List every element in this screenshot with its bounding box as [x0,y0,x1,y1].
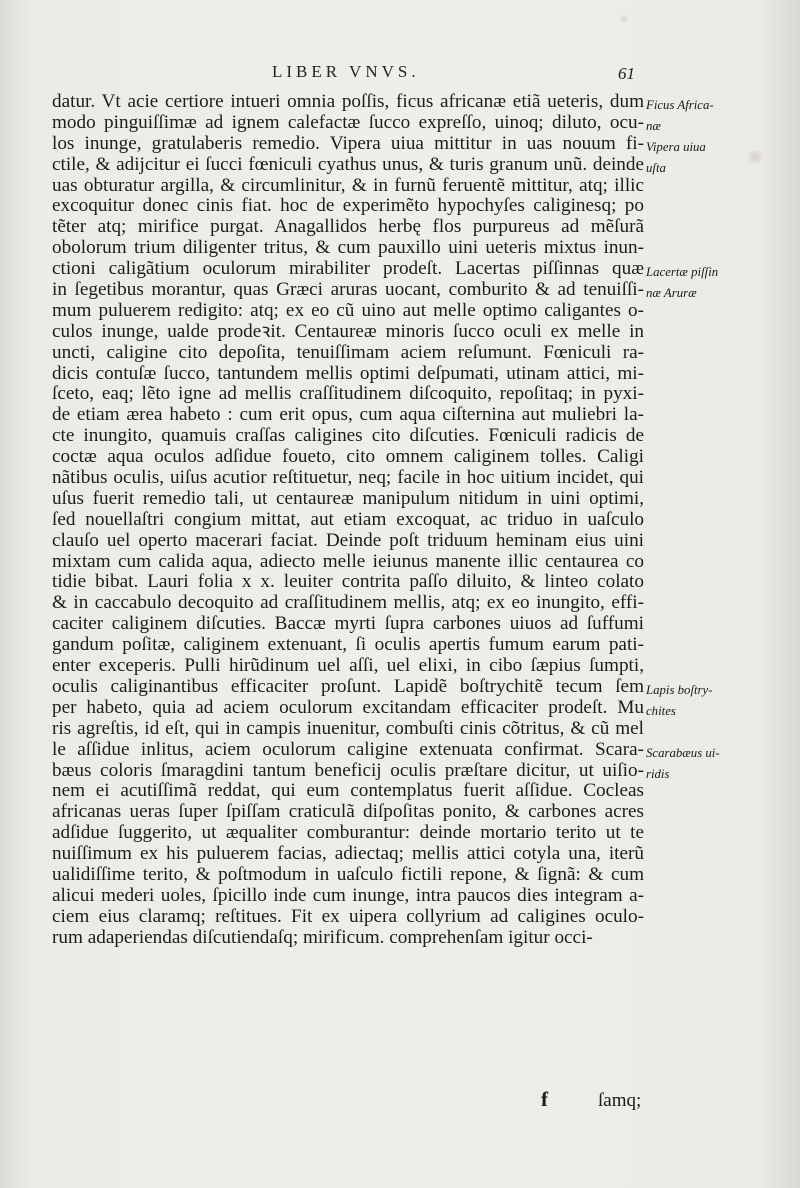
text-line: adſidue ſuggerito, ut æqualiter comburantur: deinde mortario terito ut te [52,823,644,844]
text-line: obolorum trium diligenter tritus, & cum pauxillo uini ueteris mixtus inun- [52,238,644,259]
text-line: bæus coloris ſmaragdini tantum beneficij oculis præſtare dicitur, ut uiſio- [52,760,644,781]
text-line: alicui mederi uoles, ſpicillo inde cum inunge, intra paucos dies integram a- [52,885,644,906]
margin-note: næ Aruræ [646,286,697,301]
margin-note: Scarabæus ui- [646,745,720,760]
text-line: modo pinguiſſimæ ad ignem calefactæ ſucco expreſſo, uinoq; diluto, ocu- [52,112,644,133]
folio-number: 61 [618,64,635,83]
text-line: rum adaperiendas diſcutiendaſq; mirificum. comprehenſam igitur occi- [52,927,593,948]
text-line: dicis contuſæ ſucco, tantundem mellis optimi deſpumati, utinam attici, mi- [52,363,644,384]
text-line: uas obturatur argilla, & circumlinitur, & in furnũ feruentẽ mittitur, atq; illic [52,175,644,196]
text-line: mum puluerem redigito: atq; ex eo cũ uino aut melle optimo caligantes o- [52,300,644,321]
catchword: ſamq; [598,1090,642,1111]
signature-mark: f [541,1087,548,1111]
text-line: ctioni caligãtium oculorum mirabiliter prodeſt. Lacertas piſſinnas quæ [52,259,644,280]
margin-note: Vipera uiua [646,139,706,154]
text-line: caciter caliginem diſcuties. Baccæ myrti ſupra carbones uiuos ad ſuffumi [52,614,644,635]
text-line: oculis caliginantibus efficaciter proſunt. Lapidẽ boſtrychitẽ tecum ſem [52,676,644,697]
text-line: uſus fuerit remedio tali, ut centaureæ manipulum nitidum in uini optimi, [52,488,644,509]
text-line: nem ei acutiſſimã reddat, qui eum contemplatus fuerit aſſidue. Cocleas [52,781,644,802]
text-line: ualidiſſime terito, & poſtmodum in uaſculo fictili repone, & ſignã: & cum [52,864,644,885]
margin-note: ridis [646,766,670,781]
text-line: culos inunge, ualde prodeꝛit. Centaureæ minoris ſucco oculi ex melle in [52,321,644,342]
running-head: LIBER VNVS. [272,62,420,81]
text-line: datur. Vt acie certiore intueri omnia poſſis, ficus africanæ etiã ueteris, dum [52,92,644,112]
text-line: nuiſſimum ex his puluerem facias, adiectaq; mellis attici cotyla una, iterũ [52,844,644,865]
text-line: coctæ aqua oculos adſidue foueto, cito omnem caliginem tolles. Caligi [52,447,644,468]
margin-note: Ficus Africa- [646,98,714,112]
text-line: ctile, & adijcitur ei ſucci fœniculi cyathus unus, & turis granum unũ. deinde [52,154,644,175]
text-line: de etiam ærea habeto : cum erit opus, cum aqua ciſternina aut muliebri la- [52,405,644,426]
margin-note: Lapis boſtry- [646,683,713,698]
text-line: clauſo uel operto macerari faciat. Deinde poſt triduum heminam eius uini [52,530,644,551]
main-text-block [52,92,644,949]
text-line: ſceto, eaq; lẽto igne ad mellis craſſitudinem diſcoquito, repoſitaq; in pyxi- [52,384,644,405]
margin-note: uſta [646,160,666,175]
text-line: mixtam cum calida aqua, adiecto melle ieiunus manente illic centaurea co [52,551,644,572]
text-line: los inunge, gratulaberis remedio. Vipera uiua mittitur in uas nouum fi- [52,133,644,154]
margin-note: Lacertæ piſſin [646,265,719,280]
text-line: ris agreſtis, id eſt, qui in campis inuenitur, combuſti cinis cõtritus, & cũ mel [52,718,644,739]
text-line: uncti, caligine cito depoſita, tenuiſſimam aciem reſumunt. Fœniculi ra- [52,342,644,363]
text-line: enter exceperis. Pulli hirũdinum uel aſſi, uel elixi, in cibo ſæpius ſumpti, [52,656,644,677]
ink-speck [620,15,628,23]
text-line: ſed nouellaſtri congium mittat, aut etiam excoquat, ac triduo in uaſculo [52,509,644,530]
margin-note: chites [646,704,676,719]
text-line: africanas ueras ſuper ſpiſſam craticulã diſpoſitas ponito, & carbones acres [52,802,644,823]
text-line: per habeto, quia ad aciem oculorum excitandam efficaciter prodeſt. Mu [52,697,644,718]
text-line: nãtibus oculis, uiſus acutior reſtituetur, neq; facile in hoc uitium incidet, qui [52,468,644,489]
margin-note: næ [646,118,661,133]
text-line: excoquitur donec cinis fiat. hoc de experimẽto hypochyſes caliginesq; po [52,196,644,217]
text-line: tẽter atq; mirifice purgat. Anagallidos herbę flos purpureus ad mẽſurã [52,217,644,238]
text-line: in ſegetibus morantur, quas Græci aruras uocant, comburito & ad tenuiſſi- [52,280,644,301]
ink-speck [748,150,762,164]
text-line: ciem eius claramq; reſtitues. Fit ex uipera collyrium ad caligines oculo- [52,906,644,927]
text-line: & in caccabulo decoquito ad craſſitudinem mellis, atq; ex eo inungito, effi- [52,593,644,614]
text-line: gandum poſitæ, caliginem extenuant, ſi oculis apertis fumum earum pati- [52,635,644,656]
text-line: le aſſidue inlitus, aciem oculorum caligine extenuata confirmat. Scara- [52,739,644,760]
page-header [0,60,800,90]
text-line: tidie bibat. Lauri folia x x. leuiter contrita paſſo diluito, & linteo colato [52,572,644,593]
text-line: cte inungito, quamuis craſſas caligines cito diſcuties. Fœniculi radicis de [52,426,644,447]
